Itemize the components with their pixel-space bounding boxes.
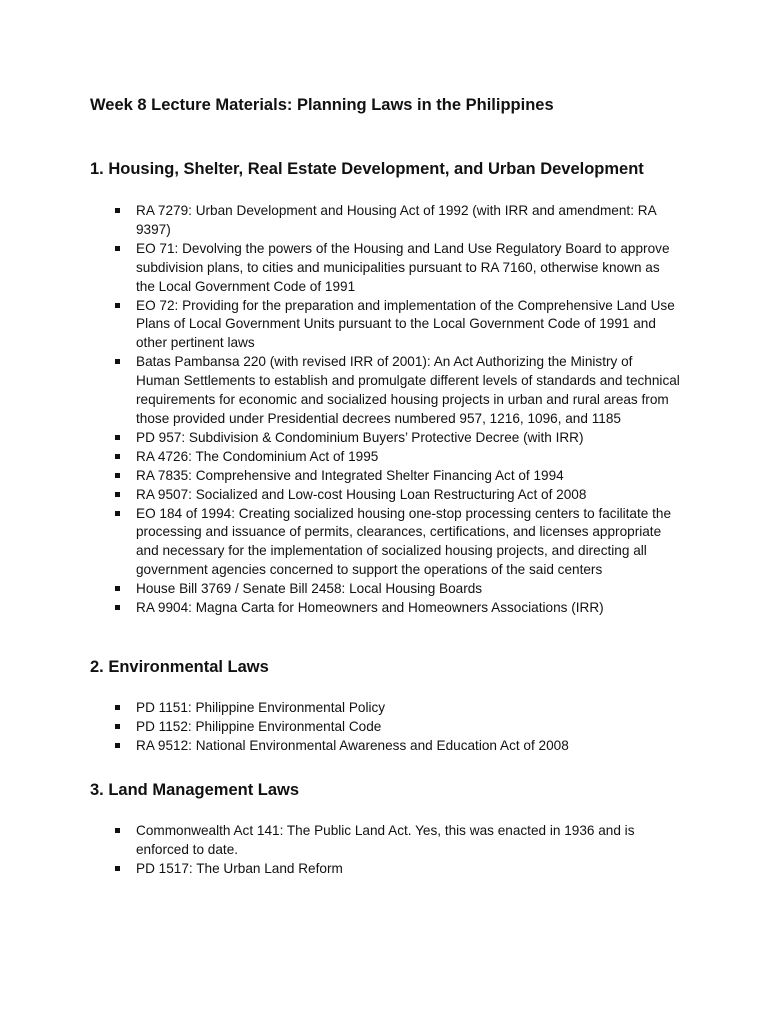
list-item xyxy=(112,505,680,581)
list-item-text: EO 72: Providing for the preparation and implementation of the Comprehensive Land Use Plans of Local Government Units pursuant to the Local Government Code of 1991 and other pertinent laws xyxy=(136,297,675,351)
square-bullet-icon xyxy=(115,511,120,516)
list-item xyxy=(112,580,680,599)
land-management-laws-list xyxy=(112,822,680,879)
square-bullet-icon xyxy=(115,743,120,748)
list-item xyxy=(112,467,680,486)
square-bullet-icon xyxy=(115,828,120,833)
square-bullet-icon xyxy=(115,724,120,729)
list-item-text: RA 7835: Comprehensive and Integrated Shelter Financing Act of 1994 xyxy=(136,467,564,483)
square-bullet-icon xyxy=(115,359,120,364)
list-item-text: RA 9512: National Environmental Awareness and Education Act of 2008 xyxy=(136,737,569,753)
list-item-text: PD 1152: Philippine Environmental Code xyxy=(136,718,382,734)
list-item-text: House Bill 3769 / Senate Bill 2458: Local Housing Boards xyxy=(136,581,483,597)
square-bullet-icon xyxy=(115,435,120,440)
list-item xyxy=(112,429,680,448)
list-item-text: PD 1517: The Urban Land Reform xyxy=(136,860,343,876)
list-item xyxy=(112,353,680,429)
environmental-laws-list xyxy=(112,699,680,756)
section-heading-housing: 1. Housing, Shelter, Real Estate Development, and Urban Development xyxy=(90,160,644,178)
list-item-text: RA 9904: Magna Carta for Homeowners and Homeowners Associations (IRR) xyxy=(136,600,604,616)
list-item xyxy=(112,448,680,467)
list-item-text: EO 71: Devolving the powers of the Housing and Land Use Regulatory Board to approve subdivision plans, to cities and municipalities pursuant to RA 7160, otherwise known as the Local Government Code of 1991 xyxy=(136,240,670,294)
list-item xyxy=(112,202,680,240)
list-item-text: Batas Pambansa 220 (with revised IRR of 2001): An Act Authorizing the Ministry of Human Settlements to establish and promulgate different levels of standards and technical requirements for economic and socialized housing projects in urban and rural areas from those provided under Presidential decrees numbered 957, 1216, 1096, and 1185 xyxy=(136,354,680,426)
list-item xyxy=(112,486,680,505)
list-item-text: Commonwealth Act 141: The Public Land Act. Yes, this was enacted in 1936 and is enforced to date. xyxy=(136,823,635,857)
list-item-text: RA 9507: Socialized and Low-cost Housing Loan Restructuring Act of 2008 xyxy=(136,486,587,502)
square-bullet-icon xyxy=(115,866,120,871)
square-bullet-icon xyxy=(115,246,120,251)
list-item-text: PD 1151: Philippine Environmental Policy xyxy=(136,700,386,715)
list-item xyxy=(112,240,680,297)
square-bullet-icon xyxy=(115,454,120,459)
list-item xyxy=(112,860,680,879)
section-heading-environmental: 2. Environmental Laws xyxy=(90,658,269,676)
document-title: Week 8 Lecture Materials: Planning Laws in the Philippines xyxy=(90,96,554,114)
list-item xyxy=(112,297,680,354)
list-item-text: PD 957: Subdivision & Condominium Buyers’ Protective Decree (with IRR) xyxy=(136,429,584,445)
list-item xyxy=(112,718,680,737)
housing-laws-list xyxy=(112,202,680,618)
list-item xyxy=(112,737,680,756)
list-item-text: RA 4726: The Condominium Act of 1995 xyxy=(136,448,379,464)
list-item-text: EO 184 of 1994: Creating socialized housing one-stop processing centers to facilitate the processing and issuance of permits, clearances, certifications, and licenses appropriate and necessary for the implementation of socialized housing projects, and directing all government agencies concerned to support the operations of the said centers xyxy=(136,505,672,578)
square-bullet-icon xyxy=(115,586,120,591)
square-bullet-icon xyxy=(115,208,120,213)
square-bullet-icon xyxy=(115,605,120,610)
square-bullet-icon xyxy=(115,705,120,710)
list-item xyxy=(112,822,680,860)
section-heading-land-management: 3. Land Management Laws xyxy=(90,781,300,799)
square-bullet-icon xyxy=(115,303,120,308)
list-item xyxy=(112,699,680,718)
square-bullet-icon xyxy=(115,473,120,478)
square-bullet-icon xyxy=(115,492,120,497)
list-item-text: RA 7279: Urban Development and Housing Act of 1992 (with IRR and amendment: RA 9397) xyxy=(136,203,656,237)
list-item xyxy=(112,599,680,618)
